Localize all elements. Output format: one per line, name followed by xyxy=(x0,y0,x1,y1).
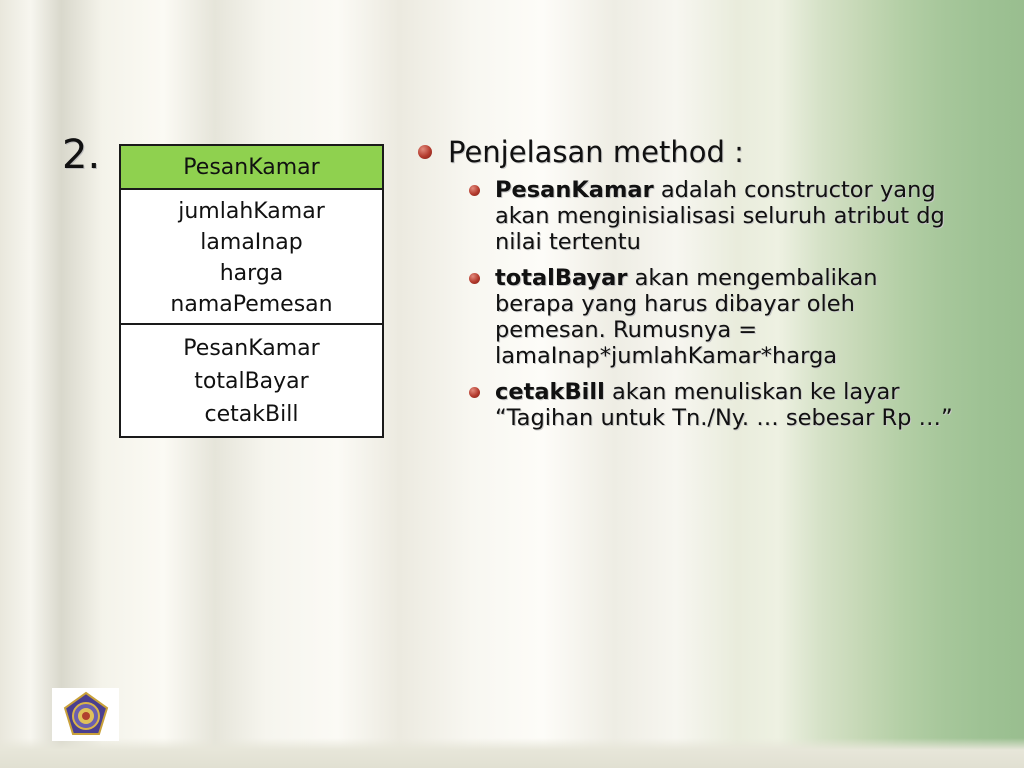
uml-class-name: PesanKamar xyxy=(121,146,382,190)
uml-attribute: lamaInap xyxy=(200,230,303,255)
university-logo xyxy=(52,688,119,741)
uml-attribute: harga xyxy=(219,261,284,286)
uml-method: totalBayar xyxy=(194,369,309,394)
method-keyword: PesanKamar xyxy=(495,177,654,203)
uml-class-diagram xyxy=(119,144,384,438)
bullet-icon xyxy=(418,145,432,159)
university-seal-icon xyxy=(62,691,110,739)
uml-methods xyxy=(121,325,382,436)
uml-attribute: jumlahKamar xyxy=(178,199,325,224)
method-keyword: cetakBill xyxy=(495,379,605,405)
method-description: akan mengembalikan berapa yang harus dibayar oleh pemesan. Rumusnya = lamaInap*jumlahKamar*harga xyxy=(495,265,878,369)
sub-bullet-text xyxy=(495,265,955,369)
bullet-list xyxy=(418,135,978,441)
bullet-icon xyxy=(469,273,480,284)
sub-bullet-item xyxy=(469,177,978,255)
slide-number: 2. xyxy=(62,132,101,178)
uml-method: cetakBill xyxy=(204,402,299,427)
heading-text: Penjelasan method : xyxy=(448,135,744,169)
method-keyword: totalBayar xyxy=(495,265,628,291)
sub-bullet-list xyxy=(469,177,978,431)
sub-bullet-text xyxy=(495,177,955,255)
bullet-icon xyxy=(469,185,480,196)
bullet-heading xyxy=(418,135,978,169)
sub-bullet-item xyxy=(469,379,978,431)
sub-bullet-item xyxy=(469,265,978,369)
method-description: akan menuliskan ke layar “Tagihan untuk Tn./Ny. … sebesar Rp …” xyxy=(495,379,953,431)
uml-attributes xyxy=(121,190,382,325)
uml-attribute: namaPemesan xyxy=(170,292,333,317)
bottom-band xyxy=(0,738,1024,768)
method-description: adalah constructor yang akan menginisialisasi seluruh atribut dg nilai tertentu xyxy=(495,177,945,255)
sub-bullet-text xyxy=(495,379,955,431)
uml-method: PesanKamar xyxy=(183,336,320,361)
bullet-icon xyxy=(469,387,480,398)
